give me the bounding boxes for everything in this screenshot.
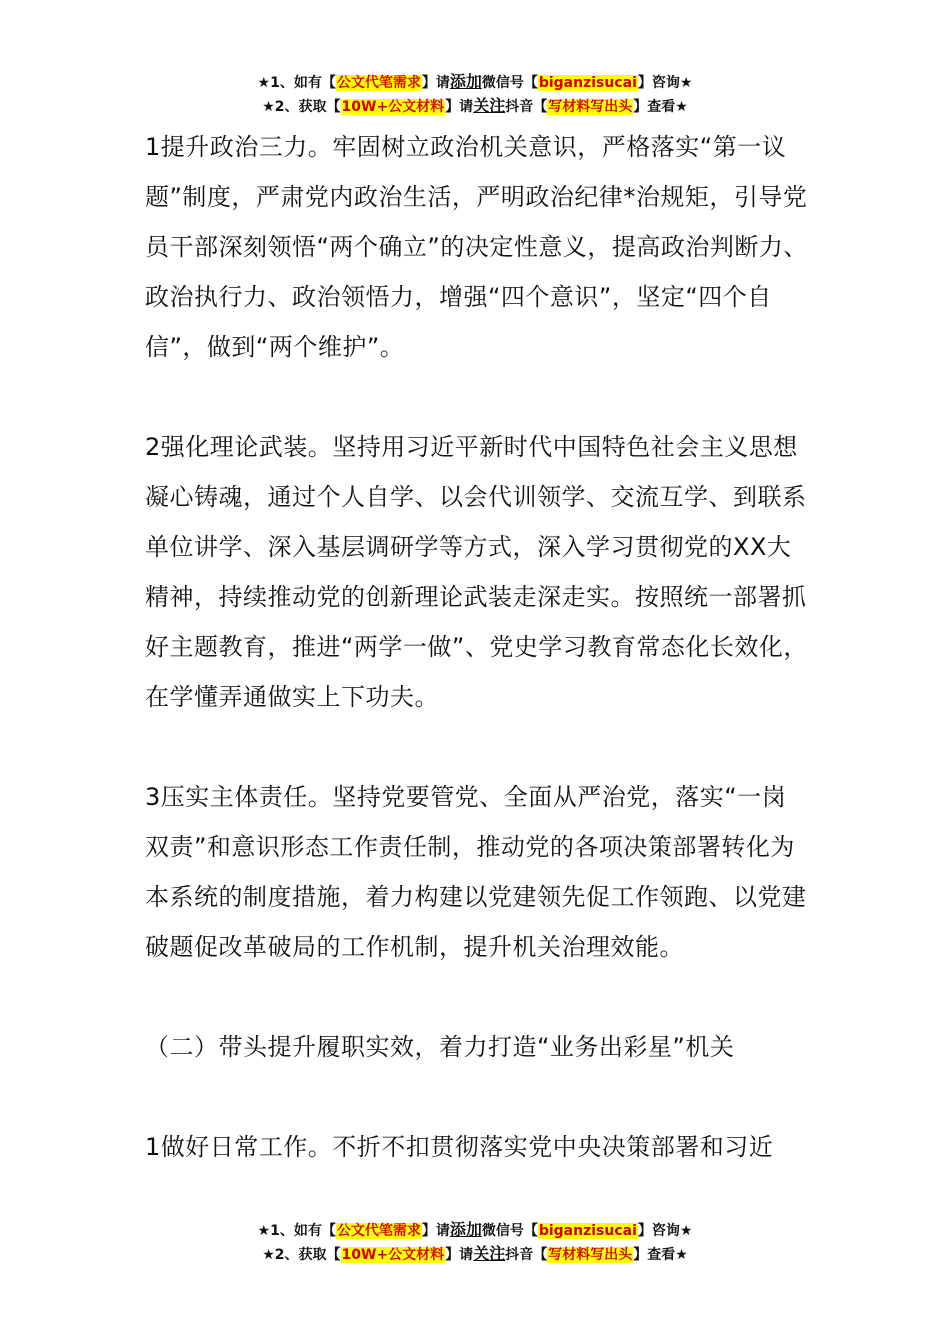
paragraph-2: 2强化理论武装。坚持用习近平新时代中国特色社会主义思想凝心铸魂，通过个人自学、以会代训领学、交流互学、到联系单位讲学、深入基层调研学等方式，深入学习贯彻党的XX大精神，持续推动党的创新理论武装走深走实。按照统一部署抓好主题教育，推进“两学一做”、党史学习教育常态化长效化，在学懂弄通做实上下功夫。 <box>145 433 808 711</box>
section-heading: （二）带头提升履职实效，着力打造“业务出彩星”机关 <box>145 1033 735 1061</box>
highlight-wechat-id: biganzisucai <box>538 75 637 91</box>
highlight-service: 公文代笔需求 <box>336 75 421 91</box>
paragraph-4: 1做好日常工作。不折不扣贯彻落实党中央决策部署和习近 <box>145 1133 774 1161</box>
paragraph-3: 3压实主体责任。坚持党要管党、全面从严治党，落实“一岗双责”和意识形态工作责任制，推动党的各项决策部署转化为本系统的制度措施，着力构建以党建领先促工作领跑、以党建破题促改革破局的工作机制，提升机关治理效能。 <box>145 783 807 961</box>
highlight-service: 公文代笔需求 <box>336 1223 421 1239</box>
highlight-douyin: 写材料写出头 <box>548 99 633 115</box>
paragraph-1: 1提升政治三力。牢固树立政治机关意识，严格落实“第一议题”制度，严肃党内政治生活，严明政治纪律*治规矩，引导党员干部深刻领悟“两个确立”的决定性意义，提高政治判断力、政治执行力、政治领悟力，增强“四个意识”，坚定“四个自信”，做到“两个维护”。 <box>145 133 808 361</box>
banner-line-1: ★1、如有【公文代笔需求】请添加微信号【biganzisucai】咨询★ <box>257 72 693 91</box>
highlight-materials: 10W+公文材料 <box>341 1247 445 1263</box>
banner-line-2: ★2、获取【10W+公文材料】请关注抖音【写材料写出头】查看★ <box>262 96 688 115</box>
highlight-douyin: 写材料写出头 <box>548 1247 633 1263</box>
header-banner <box>0 70 950 118</box>
document-body <box>145 122 810 1172</box>
highlight-wechat-id: biganzisucai <box>538 1223 637 1239</box>
banner-line-1: ★1、如有【公文代笔需求】请添加微信号【biganzisucai】咨询★ <box>257 1220 693 1239</box>
highlight-materials: 10W+公文材料 <box>341 99 445 115</box>
banner-line-2: ★2、获取【10W+公文材料】请关注抖音【写材料写出头】查看★ <box>262 1244 688 1263</box>
footer-banner <box>0 1218 950 1266</box>
